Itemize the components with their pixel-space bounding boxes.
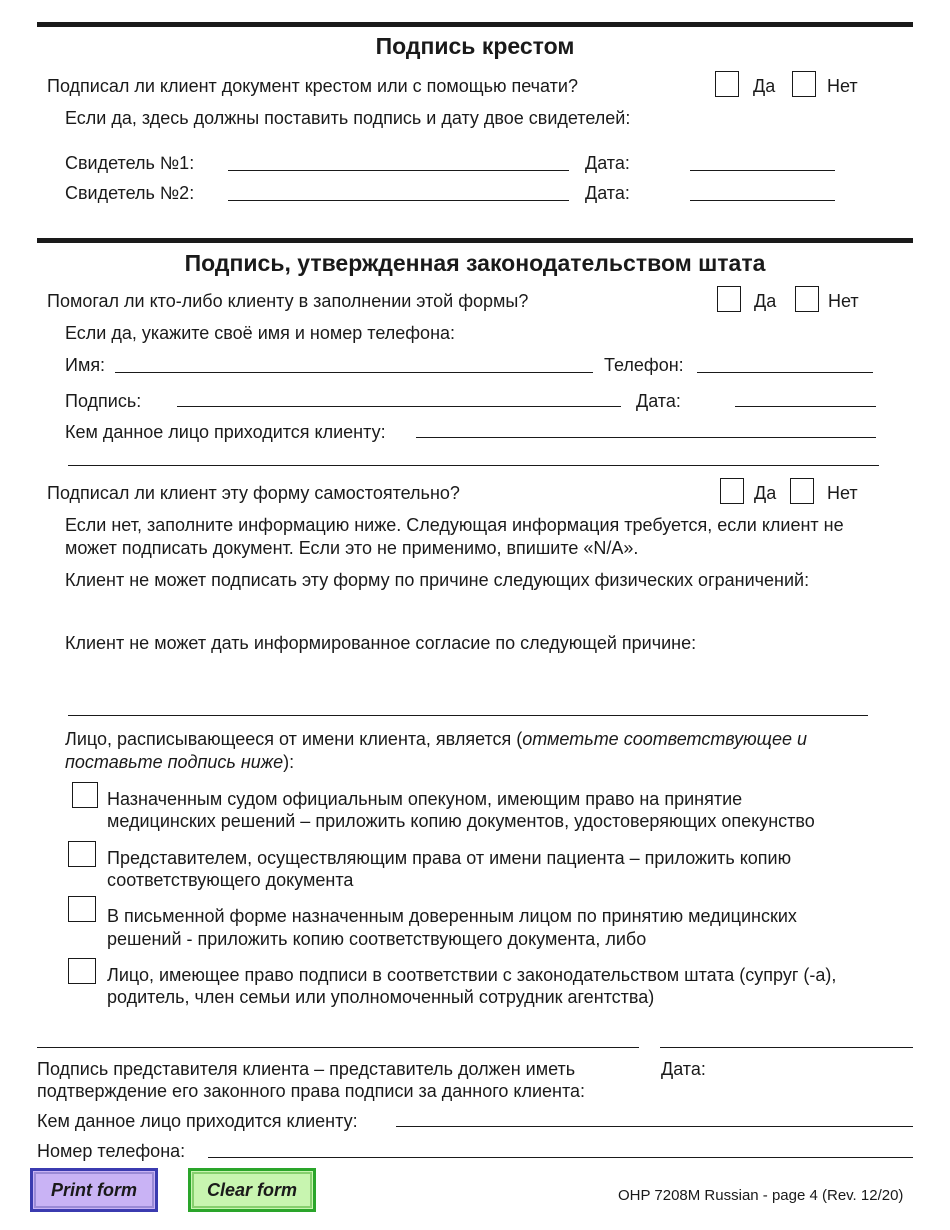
helper-date-line[interactable] xyxy=(735,406,876,407)
reason-line[interactable] xyxy=(68,715,868,716)
signer-intro-start: Лицо, расписывающееся от имени клиента, является ( xyxy=(65,729,523,749)
footer-form-id: OHP 7208M Russian - page 4 (Rev. 12/20) xyxy=(618,1187,904,1204)
cross-signature-heading: Подпись крестом xyxy=(375,33,575,59)
helper-phone-line[interactable] xyxy=(697,372,873,373)
helper-no-label: Нет xyxy=(828,291,859,311)
cross-sign-question: Подписал ли клиент документ крестом или с помощью печати? xyxy=(47,76,578,96)
signer-intro-end: ): xyxy=(283,752,295,772)
cross-sign-yes-checkbox[interactable] xyxy=(715,71,739,97)
cross-sign-no-label: Нет xyxy=(827,76,858,96)
helper-name-label: Имя: xyxy=(65,355,106,375)
signer-intro-line1 xyxy=(65,728,807,750)
if-no-instruction-line2: может подписать документ. Если это не применимо, впишите «N/A». xyxy=(65,538,639,558)
witness1-date-line[interactable] xyxy=(690,170,835,171)
helper-relation-line-2[interactable] xyxy=(68,465,879,466)
option-representative-checkbox[interactable] xyxy=(68,841,96,867)
witness2-date-label: Дата: xyxy=(585,183,630,203)
option-proxy-line1: В письменной форме назначенным доверенным лицом по принятию медицинских xyxy=(107,906,797,926)
self-sign-no-checkbox[interactable] xyxy=(790,478,814,504)
clear-form-button[interactable]: Clear form xyxy=(188,1168,316,1212)
section-divider-middle xyxy=(37,238,913,243)
option-proxy-checkbox[interactable] xyxy=(68,896,96,922)
helper-date-label: Дата: xyxy=(636,391,681,411)
no-consent-label: Клиент не может дать информированное согласие по следующей причине: xyxy=(65,633,697,653)
signer-intro-italic1: отметьте соответствующее и xyxy=(522,729,807,749)
option-guardian-line1: Назначенным судом официальным опекуном, имеющим право на принятие xyxy=(107,789,743,809)
helper-name-line[interactable] xyxy=(115,372,593,373)
helper-relation-label: Кем данное лицо приходится клиенту: xyxy=(65,422,386,442)
rep-phone-label: Номер телефона: xyxy=(37,1141,186,1161)
option-state-law-checkbox[interactable] xyxy=(68,958,96,984)
witness2-label: Свидетель №2: xyxy=(65,183,195,203)
helper-signature-line[interactable] xyxy=(177,406,621,407)
witness-instruction: Если да, здесь должны поставить подпись и дату двое свидетелей: xyxy=(65,108,631,128)
rep-signature-label-line1: Подпись представителя клиента – представитель должен иметь xyxy=(37,1059,576,1079)
helper-relation-line[interactable] xyxy=(416,437,876,438)
if-no-instruction-line1: Если нет, заполните информацию ниже. Следующая информация требуется, если клиент не xyxy=(65,515,844,535)
option-guardian-checkbox[interactable] xyxy=(72,782,98,808)
helper-yes-checkbox[interactable] xyxy=(717,286,741,312)
self-sign-question: Подписал ли клиент эту форму самостоятельно? xyxy=(47,483,460,503)
witness1-date-label: Дата: xyxy=(585,153,630,173)
helper-phone-label: Телефон: xyxy=(604,355,684,375)
witness2-date-line[interactable] xyxy=(690,200,835,201)
helper-instruction: Если да, укажите своё имя и номер телефона: xyxy=(65,323,456,343)
witness2-signature-line[interactable] xyxy=(228,200,569,201)
rep-phone-line[interactable] xyxy=(208,1157,913,1158)
signer-intro-line2 xyxy=(65,751,294,773)
cross-sign-no-checkbox[interactable] xyxy=(792,71,816,97)
print-form-button[interactable]: Print form xyxy=(30,1168,158,1212)
option-proxy-line2: решений - приложить копию соответствующего документа, либо xyxy=(107,929,647,949)
option-representative-line1: Представителем, осуществляющим права от имени пациента – приложить копию xyxy=(107,848,792,868)
self-sign-yes-checkbox[interactable] xyxy=(720,478,744,504)
helper-yes-label: Да xyxy=(754,291,777,311)
physical-limitations-label: Клиент не может подписать эту форму по причине следующих физических ограничений: xyxy=(65,570,810,590)
option-guardian-line2: медицинских решений – приложить копию документов, удостоверяющих опекунство xyxy=(107,811,815,831)
self-sign-yes-label: Да xyxy=(754,483,777,503)
helper-signature-label: Подпись: xyxy=(65,391,142,411)
helper-question: Помогал ли кто-либо клиенту в заполнении этой формы? xyxy=(47,291,529,311)
option-state-law-line1: Лицо, имеющее право подписи в соответствии с законодательством штата (супруг (-а), xyxy=(107,965,837,985)
rep-signature-line[interactable] xyxy=(37,1047,639,1048)
cross-sign-yes-label: Да xyxy=(753,76,776,96)
option-representative-line2: соответствующего документа xyxy=(107,870,354,890)
witness1-label: Свидетель №1: xyxy=(65,153,195,173)
rep-relation-label: Кем данное лицо приходится клиенту: xyxy=(37,1111,358,1131)
witness1-signature-line[interactable] xyxy=(228,170,569,171)
section-divider-top xyxy=(37,22,913,27)
signer-intro-italic2: поставьте подпись ниже xyxy=(65,752,284,772)
state-signature-heading: Подпись, утвержденная законодательством штата xyxy=(184,250,766,276)
option-state-law-line2: родитель, член семьи или уполномоченный сотрудник агентства) xyxy=(107,987,655,1007)
rep-date-line[interactable] xyxy=(660,1047,913,1048)
rep-signature-label-line2: подтверждение его законного права подписи за данного клиента: xyxy=(37,1081,586,1101)
rep-date-label: Дата: xyxy=(661,1059,706,1079)
helper-no-checkbox[interactable] xyxy=(795,286,819,312)
self-sign-no-label: Нет xyxy=(827,483,858,503)
rep-relation-line[interactable] xyxy=(396,1126,913,1127)
